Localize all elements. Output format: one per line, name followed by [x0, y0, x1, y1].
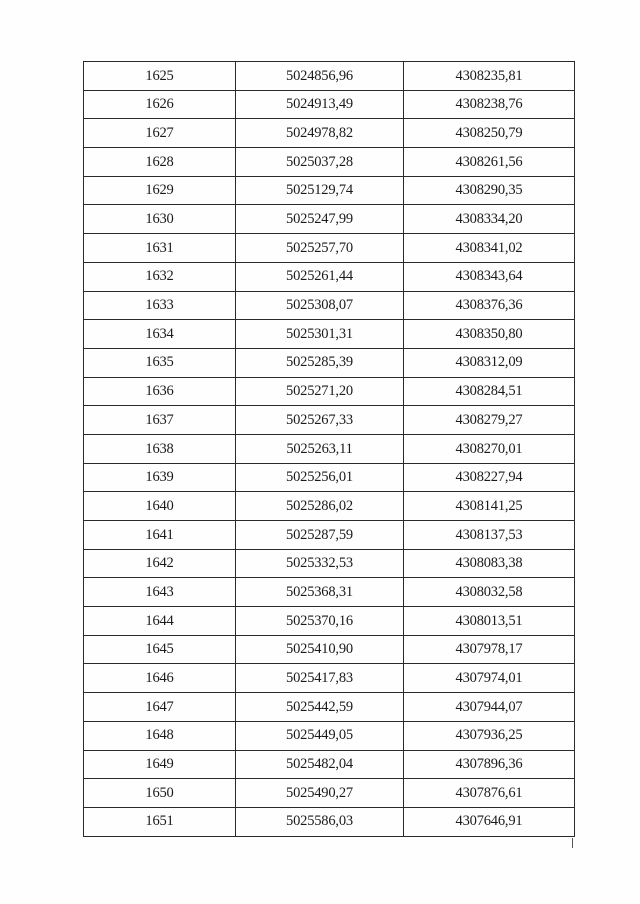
- table-row: [84, 721, 575, 750]
- y-coordinate-cell: 4308235,81: [404, 62, 575, 91]
- point-number-cell: 1649: [84, 750, 236, 779]
- x-coordinate-cell: 5025332,53: [236, 549, 404, 578]
- x-coordinate-cell: 5025287,59: [236, 521, 404, 550]
- point-number-cell: 1640: [84, 492, 236, 521]
- point-number-cell: 1639: [84, 463, 236, 492]
- point-number-cell: 1628: [84, 148, 236, 177]
- point-number-cell: 1626: [84, 90, 236, 119]
- table-row: [84, 807, 575, 836]
- y-coordinate-cell: 4308334,20: [404, 205, 575, 234]
- y-coordinate-cell: 4308250,79: [404, 119, 575, 148]
- x-coordinate-cell: 5025285,39: [236, 348, 404, 377]
- point-number-cell: 1633: [84, 291, 236, 320]
- point-number-cell: 1632: [84, 262, 236, 291]
- table-row: [84, 348, 575, 377]
- x-coordinate-cell: 5025271,20: [236, 377, 404, 406]
- point-number-cell: 1646: [84, 664, 236, 693]
- y-coordinate-cell: 4308350,80: [404, 320, 575, 349]
- table-row: [84, 205, 575, 234]
- point-number-cell: 1641: [84, 521, 236, 550]
- y-coordinate-cell: 4308261,56: [404, 148, 575, 177]
- point-number-cell: 1651: [84, 807, 236, 836]
- x-coordinate-cell: 5025370,16: [236, 607, 404, 636]
- y-coordinate-cell: 4308227,94: [404, 463, 575, 492]
- x-coordinate-cell: 5025308,07: [236, 291, 404, 320]
- point-number-cell: 1631: [84, 234, 236, 263]
- point-number-cell: 1637: [84, 406, 236, 435]
- scan-edge-mark: [572, 838, 573, 848]
- point-number-cell: 1642: [84, 549, 236, 578]
- table-row: [84, 434, 575, 463]
- x-coordinate-cell: 5024856,96: [236, 62, 404, 91]
- y-coordinate-cell: 4308137,53: [404, 521, 575, 550]
- point-number-cell: 1638: [84, 434, 236, 463]
- y-coordinate-cell: 4308290,35: [404, 176, 575, 205]
- coordinates-table: [83, 61, 575, 837]
- y-coordinate-cell: 4308013,51: [404, 607, 575, 636]
- point-number-cell: 1643: [84, 578, 236, 607]
- y-coordinate-cell: 4308141,25: [404, 492, 575, 521]
- x-coordinate-cell: 5025417,83: [236, 664, 404, 693]
- x-coordinate-cell: 5025490,27: [236, 779, 404, 808]
- table-row: [84, 320, 575, 349]
- point-number-cell: 1630: [84, 205, 236, 234]
- y-coordinate-cell: 4308284,51: [404, 377, 575, 406]
- point-number-cell: 1650: [84, 779, 236, 808]
- y-coordinate-cell: 4308032,58: [404, 578, 575, 607]
- x-coordinate-cell: 5025257,70: [236, 234, 404, 263]
- table-row: [84, 635, 575, 664]
- table-row: [84, 176, 575, 205]
- point-number-cell: 1644: [84, 607, 236, 636]
- x-coordinate-cell: 5025586,03: [236, 807, 404, 836]
- y-coordinate-cell: 4308238,76: [404, 90, 575, 119]
- x-coordinate-cell: 5025261,44: [236, 262, 404, 291]
- x-coordinate-cell: 5025267,33: [236, 406, 404, 435]
- x-coordinate-cell: 5025482,04: [236, 750, 404, 779]
- table-row: [84, 119, 575, 148]
- point-number-cell: 1648: [84, 721, 236, 750]
- x-coordinate-cell: 5025410,90: [236, 635, 404, 664]
- y-coordinate-cell: 4307936,25: [404, 721, 575, 750]
- table-row: [84, 234, 575, 263]
- y-coordinate-cell: 4307944,07: [404, 693, 575, 722]
- point-number-cell: 1647: [84, 693, 236, 722]
- table-row: [84, 406, 575, 435]
- point-number-cell: 1645: [84, 635, 236, 664]
- y-coordinate-cell: 4307646,91: [404, 807, 575, 836]
- coordinates-table-body: [84, 62, 575, 837]
- point-number-cell: 1629: [84, 176, 236, 205]
- table-row: [84, 578, 575, 607]
- table-row: [84, 521, 575, 550]
- y-coordinate-cell: 4308083,38: [404, 549, 575, 578]
- x-coordinate-cell: 5025256,01: [236, 463, 404, 492]
- table-row: [84, 664, 575, 693]
- point-number-cell: 1634: [84, 320, 236, 349]
- x-coordinate-cell: 5025368,31: [236, 578, 404, 607]
- y-coordinate-cell: 4308279,27: [404, 406, 575, 435]
- x-coordinate-cell: 5025301,31: [236, 320, 404, 349]
- y-coordinate-cell: 4308341,02: [404, 234, 575, 263]
- point-number-cell: 1625: [84, 62, 236, 91]
- table-row: [84, 750, 575, 779]
- x-coordinate-cell: 5024978,82: [236, 119, 404, 148]
- x-coordinate-cell: 5025286,02: [236, 492, 404, 521]
- table-row: [84, 549, 575, 578]
- table-row: [84, 463, 575, 492]
- table-row: [84, 377, 575, 406]
- table-row: [84, 148, 575, 177]
- table-row: [84, 62, 575, 91]
- y-coordinate-cell: 4307978,17: [404, 635, 575, 664]
- x-coordinate-cell: 5025129,74: [236, 176, 404, 205]
- x-coordinate-cell: 5025449,05: [236, 721, 404, 750]
- y-coordinate-cell: 4307896,36: [404, 750, 575, 779]
- point-number-cell: 1627: [84, 119, 236, 148]
- x-coordinate-cell: 5025247,99: [236, 205, 404, 234]
- table-row: [84, 291, 575, 320]
- point-number-cell: 1636: [84, 377, 236, 406]
- x-coordinate-cell: 5025442,59: [236, 693, 404, 722]
- table-row: [84, 262, 575, 291]
- table-row: [84, 492, 575, 521]
- x-coordinate-cell: 5025263,11: [236, 434, 404, 463]
- table-row: [84, 779, 575, 808]
- y-coordinate-cell: 4308376,36: [404, 291, 575, 320]
- table-row: [84, 90, 575, 119]
- table-row: [84, 693, 575, 722]
- x-coordinate-cell: 5025037,28: [236, 148, 404, 177]
- y-coordinate-cell: 4308343,64: [404, 262, 575, 291]
- point-number-cell: 1635: [84, 348, 236, 377]
- y-coordinate-cell: 4308312,09: [404, 348, 575, 377]
- y-coordinate-cell: 4307876,61: [404, 779, 575, 808]
- table-row: [84, 607, 575, 636]
- y-coordinate-cell: 4308270,01: [404, 434, 575, 463]
- y-coordinate-cell: 4307974,01: [404, 664, 575, 693]
- x-coordinate-cell: 5024913,49: [236, 90, 404, 119]
